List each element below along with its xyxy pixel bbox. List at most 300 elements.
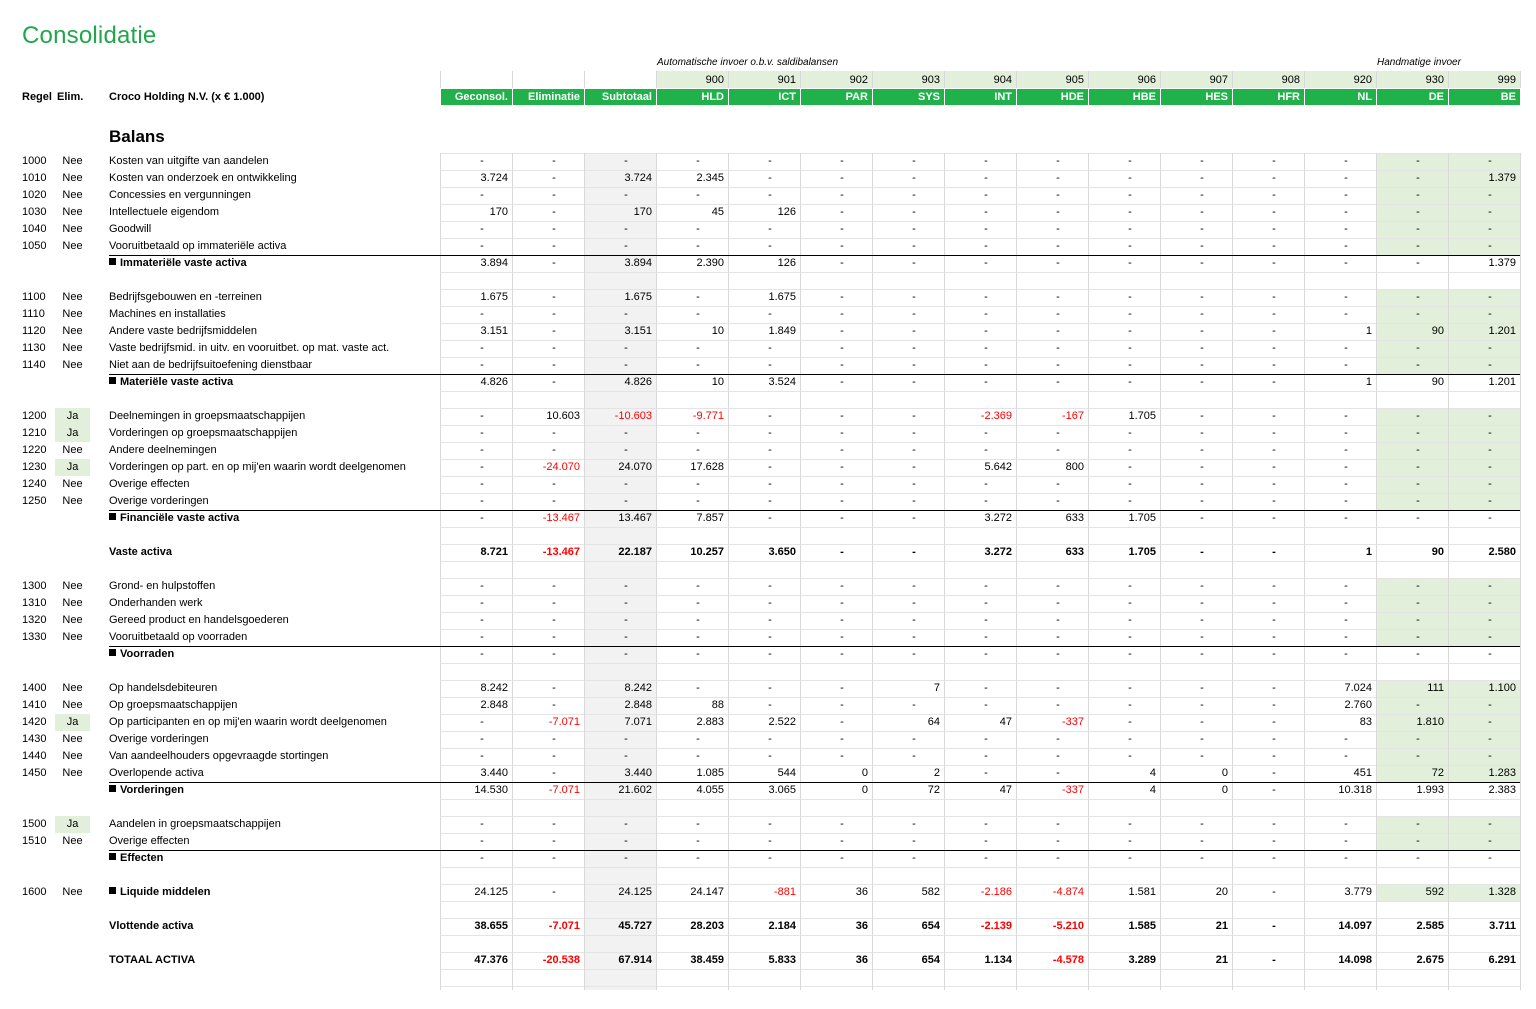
elim-flag[interactable]: Nee bbox=[62, 206, 83, 218]
value-cell: - bbox=[552, 240, 556, 252]
value-cell: - bbox=[1128, 223, 1132, 235]
value-cell: - bbox=[840, 478, 844, 490]
value-cell: - bbox=[912, 546, 916, 558]
value-cell[interactable]: - bbox=[1416, 699, 1420, 711]
value-cell: 3.440 bbox=[624, 767, 652, 779]
value-cell: - bbox=[984, 852, 988, 864]
value-cell: 64 bbox=[927, 716, 940, 728]
value-cell: 14.530 bbox=[474, 784, 508, 796]
value-cell: 7.024 bbox=[1344, 682, 1372, 694]
value-cell[interactable]: - bbox=[1416, 155, 1420, 167]
value-cell: 582 bbox=[921, 886, 940, 898]
value-cell: - bbox=[552, 750, 556, 762]
value-cell[interactable]: - bbox=[1416, 342, 1420, 354]
subtotal-rule bbox=[109, 255, 1520, 256]
value-cell: - bbox=[480, 818, 484, 830]
value-cell: - bbox=[1200, 325, 1204, 337]
value-cell: - bbox=[840, 580, 844, 592]
value-cell[interactable]: - bbox=[1488, 206, 1492, 218]
value-cell: - bbox=[840, 308, 844, 320]
elim-flag[interactable]: Nee bbox=[62, 359, 83, 371]
elim-flag[interactable]: Nee bbox=[62, 495, 83, 507]
value-cell[interactable]: - bbox=[1416, 818, 1420, 830]
value-cell: - bbox=[1128, 580, 1132, 592]
elim-flag[interactable]: Nee bbox=[62, 614, 83, 626]
value-cell: 170 bbox=[489, 206, 508, 218]
value-cell[interactable]: - bbox=[1416, 580, 1420, 592]
row-label: Overige vorderingen bbox=[109, 733, 209, 745]
value-cell: - bbox=[480, 733, 484, 745]
value-cell: - bbox=[1128, 444, 1132, 456]
value-cell[interactable]: - bbox=[1488, 835, 1492, 847]
value-cell: - bbox=[912, 580, 916, 592]
elim-flag[interactable]: Nee bbox=[62, 240, 83, 252]
company-header: Croco Holding N.V. (x € 1.000) bbox=[109, 91, 265, 103]
value-cell: - bbox=[1344, 852, 1348, 864]
column-header-sys[interactable]: SYS bbox=[872, 89, 944, 105]
regel-number: 1420 bbox=[22, 716, 47, 728]
table-row bbox=[0, 510, 1536, 527]
value-cell: - bbox=[840, 512, 844, 524]
value-cell[interactable]: - bbox=[1416, 495, 1420, 507]
value-cell: - bbox=[1056, 376, 1060, 388]
value-cell[interactable]: - bbox=[1488, 223, 1492, 235]
value-cell[interactable]: - bbox=[1416, 614, 1420, 626]
value-cell[interactable]: - bbox=[1416, 461, 1420, 473]
value-cell: - bbox=[1272, 716, 1276, 728]
value-cell[interactable]: - bbox=[1488, 597, 1492, 609]
elim-flag[interactable]: Nee bbox=[62, 733, 83, 745]
elim-flag[interactable]: Nee bbox=[62, 682, 83, 694]
elim-flag[interactable]: Nee bbox=[62, 172, 83, 184]
grid-row-line bbox=[440, 935, 1520, 936]
value-cell: - bbox=[1128, 291, 1132, 303]
elim-flag[interactable]: Nee bbox=[62, 767, 83, 779]
value-cell[interactable]: - bbox=[1488, 189, 1492, 201]
value-cell: - bbox=[696, 733, 700, 745]
value-cell: 1.134 bbox=[984, 954, 1012, 966]
value-cell[interactable]: - bbox=[1488, 733, 1492, 745]
value-cell[interactable]: - bbox=[1416, 240, 1420, 252]
value-cell[interactable]: - bbox=[1488, 444, 1492, 456]
value-cell[interactable]: - bbox=[1488, 495, 1492, 507]
elim-flag[interactable]: Ja bbox=[55, 714, 90, 731]
value-cell: - bbox=[552, 189, 556, 201]
value-cell: 2.760 bbox=[1344, 699, 1372, 711]
value-cell: - bbox=[1128, 427, 1132, 439]
value-cell: - bbox=[1272, 733, 1276, 745]
value-cell: - bbox=[1200, 444, 1204, 456]
elim-flag[interactable]: Nee bbox=[62, 835, 83, 847]
value-cell: 3.650 bbox=[768, 546, 796, 558]
row-label: Overige vorderingen bbox=[109, 495, 209, 507]
value-cell[interactable]: - bbox=[1488, 614, 1492, 626]
value-cell: - bbox=[1056, 155, 1060, 167]
value-cell[interactable]: - bbox=[1416, 444, 1420, 456]
value-cell[interactable]: - bbox=[1488, 359, 1492, 371]
row-label bbox=[109, 850, 439, 867]
column-header-hde[interactable]: HDE bbox=[1016, 89, 1088, 105]
table-row bbox=[0, 612, 1536, 629]
value-cell: - bbox=[552, 648, 556, 660]
table-row bbox=[0, 459, 1536, 476]
value-cell: - bbox=[1128, 614, 1132, 626]
value-cell: - bbox=[1416, 648, 1420, 660]
value-cell: -337 bbox=[1061, 784, 1084, 796]
value-cell[interactable]: - bbox=[1488, 631, 1492, 643]
value-cell: - bbox=[840, 495, 844, 507]
elim-flag[interactable]: Ja bbox=[55, 459, 90, 476]
elim-flag[interactable]: Nee bbox=[62, 886, 83, 898]
table-row bbox=[0, 425, 1536, 442]
table-row bbox=[0, 714, 1536, 731]
value-cell: - bbox=[1272, 750, 1276, 762]
value-cell: - bbox=[480, 427, 484, 439]
regel-number: 1120 bbox=[22, 325, 46, 337]
value-cell[interactable]: - bbox=[1416, 308, 1420, 320]
value-cell: 1.705 bbox=[1128, 512, 1156, 524]
value-cell: - bbox=[984, 444, 988, 456]
value-cell: - bbox=[1200, 308, 1204, 320]
regel-number: 1020 bbox=[22, 189, 47, 201]
column-header-subtotaal[interactable]: Subtotaal bbox=[584, 89, 656, 105]
value-cell: - bbox=[1272, 614, 1276, 626]
value-cell[interactable]: - bbox=[1488, 410, 1492, 422]
value-cell: - bbox=[624, 495, 628, 507]
value-cell: - bbox=[984, 495, 988, 507]
elim-flag[interactable]: Nee bbox=[62, 444, 83, 456]
value-cell: - bbox=[1344, 308, 1348, 320]
column-header-hbe[interactable]: HBE bbox=[1088, 89, 1160, 105]
value-cell: - bbox=[1272, 648, 1276, 660]
value-cell: - bbox=[1200, 240, 1204, 252]
grid-row-line bbox=[440, 969, 1520, 970]
value-cell: - bbox=[1344, 359, 1348, 371]
value-cell: 21 bbox=[1215, 920, 1228, 932]
value-cell: - bbox=[552, 580, 556, 592]
value-cell: - bbox=[912, 495, 916, 507]
row-label: Goodwill bbox=[109, 223, 152, 235]
value-cell: - bbox=[768, 444, 772, 456]
table-row bbox=[0, 578, 1536, 595]
row-label: Onderhanden werk bbox=[109, 597, 203, 609]
value-cell: - bbox=[1128, 495, 1132, 507]
value-cell: - bbox=[1056, 206, 1060, 218]
value-cell: - bbox=[1272, 189, 1276, 201]
value-cell: - bbox=[480, 597, 484, 609]
value-cell: - bbox=[696, 291, 700, 303]
value-cell: - bbox=[696, 614, 700, 626]
value-cell: - bbox=[840, 716, 844, 728]
value-cell[interactable]: - bbox=[1488, 478, 1492, 490]
row-label: Van aandeelhouders opgevraagde stortingen bbox=[109, 750, 329, 762]
value-cell: 24.070 bbox=[618, 461, 652, 473]
value-cell[interactable]: - bbox=[1488, 427, 1492, 439]
column-header-ict[interactable]: ICT bbox=[728, 89, 800, 105]
value-cell: - bbox=[1344, 342, 1348, 354]
value-cell: - bbox=[1200, 342, 1204, 354]
grid-row-line bbox=[440, 901, 1520, 902]
value-cell: 2.390 bbox=[696, 257, 724, 269]
table-row bbox=[0, 442, 1536, 459]
value-cell[interactable]: - bbox=[1488, 240, 1492, 252]
value-cell: 1.675 bbox=[624, 291, 652, 303]
elim-flag[interactable]: Nee bbox=[62, 597, 83, 609]
column-code: 907 bbox=[1209, 74, 1228, 86]
value-cell: - bbox=[840, 733, 844, 745]
value-cell: - bbox=[552, 852, 556, 864]
value-cell: - bbox=[552, 172, 556, 184]
value-cell[interactable]: - bbox=[1488, 818, 1492, 830]
value-cell: - bbox=[624, 359, 628, 371]
value-cell: - bbox=[768, 597, 772, 609]
value-cell: -7.071 bbox=[548, 784, 580, 796]
value-cell: - bbox=[1272, 155, 1276, 167]
value-cell[interactable]: - bbox=[1488, 699, 1492, 711]
value-cell[interactable]: - bbox=[1416, 410, 1420, 422]
value-cell: - bbox=[1200, 614, 1204, 626]
value-cell: -10.603 bbox=[614, 410, 652, 422]
value-cell: - bbox=[984, 767, 988, 779]
value-cell[interactable]: - bbox=[1488, 461, 1492, 473]
table-row bbox=[0, 782, 1536, 799]
row-label: Op participanten en op mij'en waarin wordt deelgenomen bbox=[109, 716, 387, 728]
value-cell: - bbox=[984, 308, 988, 320]
value-cell[interactable]: 111 bbox=[1427, 682, 1444, 694]
value-cell[interactable]: - bbox=[1488, 716, 1492, 728]
value-cell: - bbox=[552, 325, 556, 337]
value-cell[interactable]: 1.328 bbox=[1488, 886, 1516, 898]
column-header-de[interactable]: DE bbox=[1376, 89, 1448, 105]
regel-header: Regel bbox=[22, 91, 52, 103]
value-cell[interactable]: - bbox=[1416, 733, 1420, 745]
value-cell: 2.848 bbox=[480, 699, 508, 711]
value-cell[interactable]: - bbox=[1416, 597, 1420, 609]
value-cell[interactable]: - bbox=[1416, 206, 1420, 218]
elim-flag[interactable]: Ja bbox=[55, 816, 90, 833]
value-cell[interactable]: 1.100 bbox=[1488, 682, 1516, 694]
value-cell: - bbox=[1272, 206, 1276, 218]
table-row bbox=[0, 850, 1536, 867]
row-label: Aandelen in groepsmaatschappijen bbox=[109, 818, 281, 830]
value-cell: 10.257 bbox=[690, 546, 724, 558]
regel-number: 1250 bbox=[22, 495, 47, 507]
elim-flag[interactable]: Nee bbox=[62, 223, 83, 235]
subtotal-rule bbox=[109, 782, 1520, 783]
value-cell: - bbox=[912, 206, 916, 218]
value-cell: - bbox=[1272, 427, 1276, 439]
value-cell: - bbox=[1056, 495, 1060, 507]
column-header-int[interactable]: INT bbox=[944, 89, 1016, 105]
value-cell[interactable]: - bbox=[1488, 308, 1492, 320]
value-cell[interactable]: - bbox=[1488, 291, 1492, 303]
elim-flag[interactable]: Nee bbox=[62, 580, 83, 592]
column-code bbox=[512, 73, 584, 88]
value-cell[interactable]: - bbox=[1416, 291, 1420, 303]
column-header-hes[interactable]: HES bbox=[1160, 89, 1232, 105]
elim-flag[interactable]: Nee bbox=[62, 308, 83, 320]
elim-flag[interactable]: Ja bbox=[55, 408, 90, 425]
value-cell: - bbox=[912, 648, 916, 660]
elim-flag[interactable]: Nee bbox=[62, 699, 83, 711]
row-label-text: Voorraden bbox=[120, 648, 175, 660]
value-cell: - bbox=[624, 478, 628, 490]
value-cell: 1.379 bbox=[1488, 257, 1516, 269]
value-cell: - bbox=[1272, 308, 1276, 320]
value-cell: 38.655 bbox=[474, 920, 508, 932]
value-cell: - bbox=[768, 512, 772, 524]
value-cell: - bbox=[1128, 308, 1132, 320]
value-cell: - bbox=[1344, 410, 1348, 422]
value-cell[interactable]: - bbox=[1416, 478, 1420, 490]
value-cell: - bbox=[1272, 546, 1276, 558]
regel-number: 1230 bbox=[22, 461, 47, 473]
value-cell: - bbox=[1200, 835, 1204, 847]
column-code: 906 bbox=[1137, 74, 1156, 86]
value-cell: - bbox=[1344, 172, 1348, 184]
value-cell[interactable]: - bbox=[1416, 172, 1420, 184]
value-cell: - bbox=[1128, 359, 1132, 371]
value-cell: - bbox=[1200, 495, 1204, 507]
value-cell: - bbox=[480, 240, 484, 252]
value-cell: 2.345 bbox=[696, 172, 724, 184]
value-cell: - bbox=[840, 852, 844, 864]
column-header-nl[interactable]: NL bbox=[1304, 89, 1376, 105]
regel-number: 1320 bbox=[22, 614, 47, 626]
value-cell[interactable]: 1.810 bbox=[1416, 716, 1444, 728]
value-cell: - bbox=[984, 835, 988, 847]
value-cell: - bbox=[480, 852, 484, 864]
value-cell: - bbox=[1272, 325, 1276, 337]
value-cell: - bbox=[1200, 699, 1204, 711]
value-cell: 8.721 bbox=[480, 546, 508, 558]
elim-flag[interactable]: Nee bbox=[62, 325, 83, 337]
value-cell: 7 bbox=[933, 682, 940, 694]
value-cell[interactable]: - bbox=[1488, 342, 1492, 354]
row-label-text: Financiële vaste activa bbox=[120, 512, 240, 524]
value-cell: - bbox=[1344, 597, 1348, 609]
value-cell: 633 bbox=[1065, 512, 1084, 524]
column-code: 902 bbox=[849, 74, 868, 86]
value-cell[interactable]: 592 bbox=[1425, 886, 1444, 898]
value-cell: - bbox=[840, 614, 844, 626]
value-cell[interactable]: - bbox=[1416, 223, 1420, 235]
value-cell: -4.874 bbox=[1052, 886, 1084, 898]
value-cell: - bbox=[1056, 614, 1060, 626]
value-cell: - bbox=[552, 699, 556, 711]
value-cell: 451 bbox=[1353, 767, 1372, 779]
value-cell: 2.848 bbox=[624, 699, 652, 711]
value-cell[interactable]: 1.201 bbox=[1488, 325, 1516, 337]
value-cell: - bbox=[1272, 478, 1276, 490]
value-cell: - bbox=[984, 631, 988, 643]
value-cell: - bbox=[1128, 733, 1132, 745]
value-cell[interactable]: 1.283 bbox=[1488, 767, 1516, 779]
value-cell: - bbox=[1272, 444, 1276, 456]
value-cell: - bbox=[840, 291, 844, 303]
column-code: 904 bbox=[993, 74, 1012, 86]
value-cell: 10 bbox=[711, 376, 724, 388]
elim-flag[interactable]: Nee bbox=[62, 478, 83, 490]
value-cell: - bbox=[624, 240, 628, 252]
value-cell[interactable]: 72 bbox=[1431, 767, 1444, 779]
value-cell[interactable]: - bbox=[1416, 359, 1420, 371]
value-cell: - bbox=[840, 257, 844, 269]
elim-flag[interactable]: Nee bbox=[62, 291, 83, 303]
value-cell: - bbox=[1128, 240, 1132, 252]
regel-number: 1220 bbox=[22, 444, 47, 456]
value-cell: - bbox=[984, 733, 988, 745]
value-cell: - bbox=[1200, 189, 1204, 201]
value-cell[interactable]: - bbox=[1488, 580, 1492, 592]
value-cell: - bbox=[1056, 648, 1060, 660]
column-header-eliminatie[interactable]: Eliminatie bbox=[512, 89, 584, 105]
value-cell: - bbox=[912, 444, 916, 456]
regel-number: 1040 bbox=[22, 223, 47, 235]
value-cell: - bbox=[1272, 291, 1276, 303]
column-header-hld[interactable]: HLD bbox=[656, 89, 728, 105]
value-cell[interactable]: - bbox=[1416, 427, 1420, 439]
value-cell[interactable]: - bbox=[1416, 835, 1420, 847]
value-cell: - bbox=[696, 835, 700, 847]
value-cell[interactable]: 1.379 bbox=[1488, 172, 1516, 184]
value-cell: - bbox=[1056, 325, 1060, 337]
elim-flag[interactable]: Nee bbox=[62, 189, 83, 201]
value-cell: - bbox=[768, 733, 772, 745]
value-cell: - bbox=[1200, 359, 1204, 371]
value-cell: 22.187 bbox=[618, 546, 652, 558]
column-code: 920 bbox=[1353, 74, 1372, 86]
elim-flag[interactable]: Ja bbox=[55, 425, 90, 442]
value-cell: 3.894 bbox=[624, 257, 652, 269]
value-cell: - bbox=[1056, 733, 1060, 745]
column-header-geconsol-[interactable]: Geconsol. bbox=[440, 89, 512, 105]
column-header-par[interactable]: PAR bbox=[800, 89, 872, 105]
value-cell: - bbox=[1272, 920, 1276, 932]
value-cell: - bbox=[1344, 240, 1348, 252]
elim-flag[interactable]: Nee bbox=[62, 750, 83, 762]
value-cell[interactable]: - bbox=[1416, 189, 1420, 201]
value-cell: - bbox=[912, 427, 916, 439]
value-cell: - bbox=[1200, 733, 1204, 745]
subtotal-square-icon bbox=[109, 513, 116, 520]
value-cell: - bbox=[1344, 206, 1348, 218]
elim-flag[interactable]: Nee bbox=[62, 342, 83, 354]
row-label-text: Liquide middelen bbox=[120, 886, 211, 898]
value-cell: 4 bbox=[1149, 784, 1156, 796]
value-cell[interactable]: - bbox=[1416, 750, 1420, 762]
value-cell: 1.849 bbox=[768, 325, 796, 337]
column-header-be[interactable]: BE bbox=[1448, 89, 1520, 105]
value-cell: 1.581 bbox=[1128, 886, 1156, 898]
value-cell[interactable]: - bbox=[1416, 631, 1420, 643]
elim-flag[interactable]: Nee bbox=[62, 155, 83, 167]
elim-flag[interactable]: Nee bbox=[62, 631, 83, 643]
value-cell: - bbox=[1272, 495, 1276, 507]
value-cell: - bbox=[1056, 580, 1060, 592]
value-cell[interactable]: 90 bbox=[1431, 325, 1444, 337]
regel-number: 1100 bbox=[22, 291, 46, 303]
value-cell: - bbox=[768, 699, 772, 711]
value-cell: - bbox=[1488, 852, 1492, 864]
value-cell[interactable]: - bbox=[1488, 155, 1492, 167]
table-row bbox=[0, 153, 1536, 170]
column-header-hfr[interactable]: HFR bbox=[1232, 89, 1304, 105]
value-cell: 4 bbox=[1149, 767, 1156, 779]
value-cell: - bbox=[984, 376, 988, 388]
column-code: 908 bbox=[1281, 74, 1300, 86]
value-cell[interactable]: - bbox=[1488, 750, 1492, 762]
